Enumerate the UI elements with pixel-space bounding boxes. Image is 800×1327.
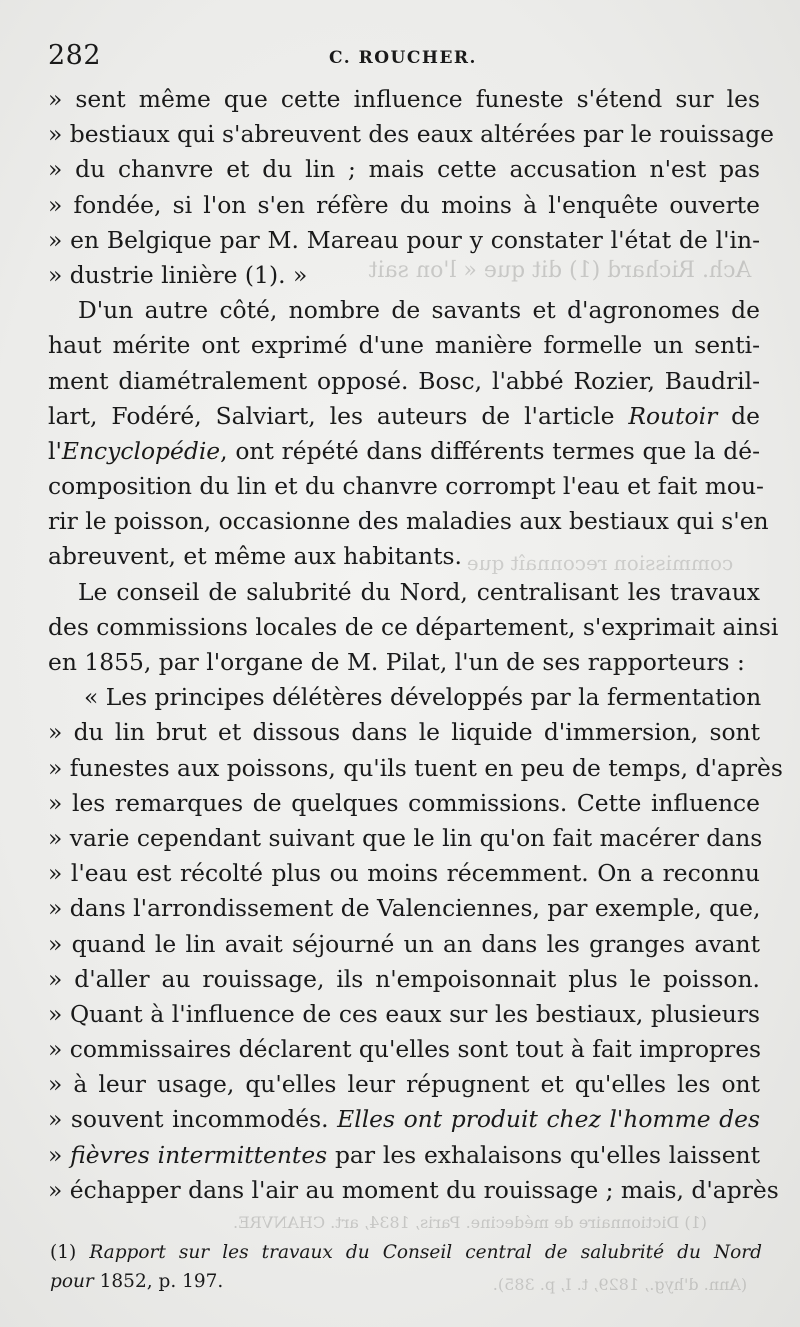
footnote-line <box>50 1238 762 1267</box>
text-line: » l'eau est récolté plus ou moins récemment. On a reconnu <box>48 859 760 888</box>
body-text <box>48 82 783 1208</box>
footnote <box>50 1238 762 1296</box>
text-run: , ont répété dans différents termes que la dé- <box>220 436 760 465</box>
page-number: 282 <box>48 40 102 71</box>
text-line: Le conseil de salubrité du Nord, centralisant les travaux <box>78 577 760 606</box>
footnote-reference: 1852, p. 197. <box>99 1271 224 1292</box>
text-line: des commissions locales de ce département, s'exprimait ainsi <box>48 612 779 641</box>
text-line: ment diamétralement opposé. Bosc, l'abbé Rozier, Baudril- <box>48 366 760 395</box>
text-line: D'un autre côté, nombre de savants et d'agronomes de <box>78 296 760 325</box>
text-line: » fondée, si l'on s'en réfère du moins à l'enquête ouverte <box>48 190 760 219</box>
text-line: » échapper dans l'air au moment du rouissage ; mais, d'après <box>48 1175 779 1204</box>
italic-run: Elles ont produit chez l'homme des <box>337 1105 761 1134</box>
text-line: » dans l'arrondissement de Valenciennes, par exemple, que, <box>48 894 761 923</box>
footnote-line <box>50 1267 762 1296</box>
text-line: » funestes aux poissons, qu'ils tuent en peu de temps, d'après <box>48 753 783 782</box>
text-line <box>48 1138 760 1173</box>
text-line: » bestiaux qui s'abreuvent des eaux altérées par le rouissage <box>48 120 775 149</box>
show-through-line: Ach. Richard (1) dit que « l'on sait <box>368 258 752 283</box>
page-header <box>48 40 758 80</box>
footnote-text: pour <box>50 1271 94 1292</box>
footnote-number: (1) <box>50 1242 77 1263</box>
text-run: l' <box>48 436 62 465</box>
text-line: » en Belgique par M. Mareau pour y constater l'état de l'in- <box>48 225 760 254</box>
text-line: » les remarques de quelques commissions. Cette influence <box>48 788 760 817</box>
text-line: rir le poisson, occasionne des maladies aux bestiaux qui s'en <box>48 507 769 536</box>
text-line: » Quant à l'influence de ces eaux sur les bestiaux, plusieurs <box>48 999 760 1028</box>
show-through-line: (1) Dictionnaire de médecine. Paris, 1834, art. CHANVRE. <box>232 1213 708 1232</box>
italic-run: fièvres intermittentes <box>70 1140 328 1169</box>
text-line: » du chanvre et du lin ; mais cette accusation n'est pas <box>48 155 760 184</box>
show-through-line: (Ann. d'hyg., 1829, t. I, p. 385). <box>492 1275 748 1294</box>
text-run: par les exhalaisons qu'elles laissent <box>327 1140 760 1169</box>
text-run: » souvent incommodés. <box>48 1105 338 1134</box>
text-line: » quand le lin avait séjourné un an dans les granges avant <box>48 929 760 958</box>
text-line: en 1855, par l'organe de M. Pilat, l'un de ses rapporteurs : <box>48 648 745 676</box>
text-line: » dustrie linière (1). » <box>48 260 308 289</box>
text-line: » à leur usage, qu'elles leur répugnent et qu'elles les ont <box>48 1070 760 1099</box>
text-run: lart, Fodéré, Salviart, les auteurs de l'article <box>48 401 629 430</box>
italic-title: Encyclopédie <box>61 436 221 465</box>
text-line: haut mérite ont exprimé d'une manière formelle un senti- <box>48 331 760 360</box>
text-run: » <box>48 1140 71 1169</box>
text-line: abreuvent, et même aux habitants. <box>48 542 462 571</box>
text-line: composition du lin et du chanvre corrompt l'eau et fait mou- <box>48 472 764 501</box>
footnote-text: Rapport sur les travaux du Conseil central de salubrité du Nord <box>89 1242 762 1263</box>
text-line: » du lin brut et dissous dans le liquide d'immersion, sont <box>48 718 760 747</box>
text-line <box>48 434 760 469</box>
text-run: de <box>717 401 760 430</box>
text-line <box>48 1102 760 1137</box>
text-line <box>48 399 760 434</box>
text-line: » sent même que cette influence funeste s'étend sur les <box>48 85 760 113</box>
show-through-line: commission reconnaît que <box>466 551 734 575</box>
running-head: C. ROUCHER. <box>329 48 477 68</box>
text-line: « Les principes délétères développés par la fermentation <box>84 683 762 712</box>
text-line: » d'aller au rouissage, ils n'empoisonnait plus le poisson. <box>48 964 760 993</box>
text-line: » varie cependant suivant que le lin qu'on fait macérer dans <box>48 823 763 852</box>
italic-title: Routoir <box>628 401 718 430</box>
text-line: » commissaires déclarent qu'elles sont tout à fait impropres <box>48 1035 762 1064</box>
